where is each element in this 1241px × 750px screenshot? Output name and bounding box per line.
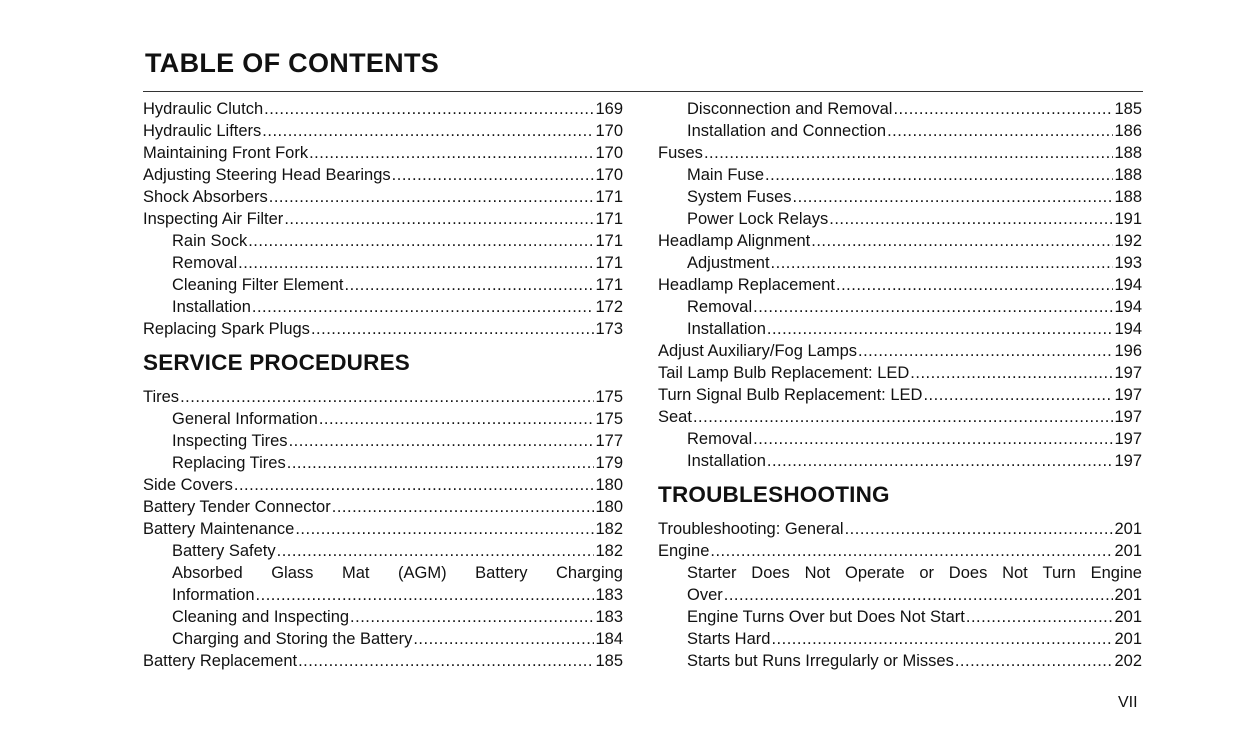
dot-leader: [248, 230, 594, 252]
dot-leader: [345, 274, 595, 296]
dot-leader: [710, 540, 1113, 562]
toc-entry-page: 179: [595, 454, 623, 472]
dot-leader: [923, 384, 1113, 406]
toc-entry[interactable]: [143, 120, 623, 142]
toc-entry-page: 170: [595, 144, 623, 162]
toc-entry-page: 177: [595, 432, 623, 450]
toc-entry-label: Inspecting Tires: [172, 432, 288, 450]
toc-entry-label: Charging and Storing the Battery: [172, 630, 413, 648]
right-column: [658, 98, 1142, 672]
dot-leader: [269, 186, 595, 208]
dot-leader: [704, 142, 1114, 164]
toc-entry[interactable]: [658, 340, 1142, 362]
toc-entry-page: 197: [1114, 452, 1142, 470]
right-entries-group-3: [658, 584, 1142, 672]
toc-entry-word: or: [919, 564, 935, 582]
left-entries-group-1: [143, 98, 623, 340]
toc-entry-word: (AGM): [398, 564, 447, 582]
section-heading-service-procedures: SERVICE PROCEDURES: [143, 350, 410, 375]
toc-entry-page: 171: [595, 276, 623, 294]
toc-entry[interactable]: [143, 252, 623, 274]
toc-entry[interactable]: [143, 474, 623, 496]
dot-leader: [350, 606, 594, 628]
dot-leader: [252, 296, 595, 318]
toc-entry[interactable]: [658, 186, 1142, 208]
toc-entry[interactable]: [143, 230, 623, 252]
toc-entry-label: Adjustment: [687, 254, 770, 272]
left-entries-group-2: [143, 386, 623, 562]
toc-entry-page: 185: [595, 652, 623, 670]
toc-entry-label: Replacing Tires: [172, 454, 286, 472]
dot-leader: [256, 584, 595, 606]
toc-entry[interactable]: [658, 120, 1142, 142]
toc-entry[interactable]: [658, 274, 1142, 296]
toc-entry[interactable]: [143, 318, 623, 340]
toc-entry-label: Turn Signal Bulb Replacement: LED: [658, 386, 923, 404]
toc-entry-word: Turn: [1042, 564, 1076, 582]
toc-entry-label: Starts but Runs Irregularly or Misses: [687, 652, 954, 670]
toc-entry-label: Removal: [687, 430, 753, 448]
dot-leader: [264, 98, 594, 120]
dot-leader: [298, 650, 594, 672]
toc-entry-page: 191: [1114, 210, 1142, 228]
toc-entry-word: Engine: [1090, 564, 1142, 582]
toc-entry-page: 183: [595, 586, 623, 604]
toc-entry-label: Hydraulic Lifters: [143, 122, 262, 140]
toc-entry-word: Not: [1002, 564, 1028, 582]
toc-entry-label: Fuses: [658, 144, 703, 162]
dot-leader: [234, 474, 595, 496]
toc-entry-page: 169: [595, 100, 623, 118]
toc-entry-label: Seat: [658, 408, 692, 426]
dot-leader: [392, 164, 595, 186]
right-entries-group-2: [658, 518, 1142, 562]
toc-entry[interactable]: [143, 540, 623, 562]
toc-entry-label: Engine Turns Over but Does Not Start: [687, 608, 965, 626]
dot-leader: [767, 450, 1114, 472]
toc-entry-label: Battery Tender Connector: [143, 498, 331, 516]
toc-entry-word: Not: [804, 564, 831, 582]
toc-entry-word: Starter: [687, 564, 737, 582]
toc-entry[interactable]: [143, 142, 623, 164]
dot-leader: [693, 406, 1114, 428]
dot-leader: [332, 496, 595, 518]
toc-entry-page: 173: [595, 320, 623, 338]
toc-entry-label: Replacing Spark Plugs: [143, 320, 310, 338]
toc-entry-page: 186: [1114, 122, 1142, 140]
toc-entry-page: 197: [1114, 430, 1142, 448]
dot-leader: [413, 628, 594, 650]
dot-leader: [287, 452, 595, 474]
toc-entry[interactable]: [658, 450, 1142, 472]
toc-entry-label: Headlamp Alignment: [658, 232, 811, 250]
toc-entry[interactable]: [658, 428, 1142, 450]
toc-entry-page: 170: [595, 122, 623, 140]
toc-entry-page: 201: [1114, 520, 1142, 538]
toc-entry-word: Operate: [845, 564, 905, 582]
toc-entry-page: 194: [1114, 320, 1142, 338]
toc-entry-label: Installation: [687, 320, 766, 338]
dot-leader: [311, 318, 595, 340]
toc-entry[interactable]: [143, 296, 623, 318]
toc-entry-page: 170: [595, 166, 623, 184]
toc-entry[interactable]: [143, 584, 623, 606]
toc-entry-word: Absorbed: [172, 564, 243, 582]
title-rule: [143, 91, 1143, 92]
toc-entry-label: Tires: [143, 388, 180, 406]
toc-entry-label: Starts Hard: [687, 630, 771, 648]
toc-entry-label: Installation and Connection: [687, 122, 887, 140]
toc-entry-page: 192: [1114, 232, 1142, 250]
toc-entry-page: 175: [595, 410, 623, 428]
toc-entry-label: General Information: [172, 410, 318, 428]
toc-entry-label: Shock Absorbers: [143, 188, 268, 206]
dot-leader: [753, 428, 1113, 450]
toc-entry-page: 172: [595, 298, 623, 316]
toc-entry-page: 185: [1114, 100, 1142, 118]
toc-entry-label: Maintaining Front Fork: [143, 144, 309, 162]
toc-entry-page: 171: [595, 232, 623, 250]
toc-entry[interactable]: [143, 496, 623, 518]
toc-entry-label: Inspecting Air Filter: [143, 210, 284, 228]
toc-entry-label: Headlamp Replacement: [658, 276, 836, 294]
toc-entry[interactable]: [658, 362, 1142, 384]
dot-leader: [238, 252, 594, 274]
section-heading-troubleshooting: TROUBLESHOOTING: [658, 482, 890, 507]
toc-entry[interactable]: [658, 650, 1142, 672]
toc-entry-word: Does: [751, 564, 790, 582]
toc-entry[interactable]: [658, 98, 1142, 120]
toc-entry-page: 201: [1114, 542, 1142, 560]
dot-leader: [966, 606, 1114, 628]
toc-entry-label: Cleaning and Inspecting: [172, 608, 350, 626]
toc-entry[interactable]: [143, 628, 623, 650]
toc-entry[interactable]: [658, 606, 1142, 628]
toc-entry-word: Glass: [271, 564, 314, 582]
dot-leader: [887, 120, 1113, 142]
toc-entry-page: 171: [595, 254, 623, 272]
toc-entry-page: 201: [1114, 586, 1142, 604]
toc-entry-page: 194: [1114, 276, 1142, 294]
toc-entry-label: Rain Sock: [172, 232, 248, 250]
left-column: [143, 98, 623, 672]
toc-entry-page: 194: [1114, 298, 1142, 316]
toc-entry-label: Removal: [687, 298, 753, 316]
toc-entry-label: Main Fuse: [687, 166, 765, 184]
dot-leader: [829, 208, 1113, 230]
toc-entry-page: 188: [1114, 188, 1142, 206]
toc-entry-page: 175: [595, 388, 623, 406]
toc-entry-label: Battery Maintenance: [143, 520, 295, 538]
toc-entry-page: 201: [1114, 630, 1142, 648]
toc-entry[interactable]: [658, 540, 1142, 562]
dot-leader: [309, 142, 594, 164]
toc-entry-label: Engine: [658, 542, 710, 560]
dot-leader: [955, 650, 1114, 672]
toc-entry-page: 183: [595, 608, 623, 626]
toc-entry[interactable]: [658, 296, 1142, 318]
toc-entry-label: System Fuses: [687, 188, 792, 206]
toc-entry-wrapped-line[interactable]: [658, 562, 1142, 584]
toc-entry-page: 188: [1114, 166, 1142, 184]
toc-entry[interactable]: [143, 98, 623, 120]
toc-entry-page: 182: [595, 520, 623, 538]
toc-entry-page: 184: [595, 630, 623, 648]
dot-leader: [262, 120, 594, 142]
toc-entry[interactable]: [143, 164, 623, 186]
toc-entry-page: 180: [595, 476, 623, 494]
toc-entry-page: 197: [1114, 386, 1142, 404]
page-title: TABLE OF CONTENTS: [145, 48, 440, 78]
dot-leader: [295, 518, 594, 540]
toc-entry-label: Battery Replacement: [143, 652, 298, 670]
toc-entry[interactable]: [658, 252, 1142, 274]
toc-entry-word: Battery: [475, 564, 528, 582]
toc-entry[interactable]: [143, 186, 623, 208]
toc-entry-page: 171: [595, 210, 623, 228]
dot-leader: [811, 230, 1113, 252]
toc-entry-label: Information: [172, 586, 255, 604]
toc-entry-label: Hydraulic Clutch: [143, 100, 264, 118]
toc-entry-word: Mat: [341, 564, 370, 582]
toc-entry[interactable]: [143, 452, 623, 474]
toc-entry[interactable]: [143, 606, 623, 628]
toc-entry[interactable]: [658, 406, 1142, 428]
toc-entry-label: Disconnection and Removal: [687, 100, 893, 118]
toc-entry-page: 202: [1114, 652, 1142, 670]
dot-leader: [319, 408, 595, 430]
toc-entry[interactable]: [143, 650, 623, 672]
toc-entry-label: Power Lock Relays: [687, 210, 829, 228]
toc-entry[interactable]: [143, 430, 623, 452]
toc-entry[interactable]: [658, 384, 1142, 406]
right-entries-group-1: [658, 98, 1142, 472]
dot-leader: [753, 296, 1113, 318]
toc-entry-label: Troubleshooting: General: [658, 520, 844, 538]
toc-entry[interactable]: [143, 208, 623, 230]
dot-leader: [836, 274, 1113, 296]
page-number: VII: [1118, 694, 1138, 711]
toc-entry[interactable]: [143, 518, 623, 540]
toc-entry-label: Side Covers: [143, 476, 233, 494]
toc-entry[interactable]: [658, 164, 1142, 186]
toc-entry[interactable]: [658, 230, 1142, 252]
toc-entry-page: 180: [595, 498, 623, 516]
toc-entry-label: Adjusting Steering Head Bearings: [143, 166, 391, 184]
toc-entry[interactable]: [658, 584, 1142, 606]
toc-entry-page: 182: [595, 542, 623, 560]
toc-entry[interactable]: [658, 518, 1142, 540]
dot-leader: [858, 340, 1113, 362]
dot-leader: [767, 318, 1114, 340]
toc-entry-wrapped-line[interactable]: [143, 562, 623, 584]
dot-leader: [793, 186, 1114, 208]
left-entries-group-3: [143, 584, 623, 672]
toc-entry-label: Removal: [172, 254, 238, 272]
dot-leader: [277, 540, 595, 562]
toc-entry[interactable]: [658, 142, 1142, 164]
toc-entry-label: Installation: [172, 298, 251, 316]
toc-entry-word: Does: [948, 564, 988, 582]
toc-entry-word: Charging: [556, 564, 623, 582]
toc-entry-page: 193: [1114, 254, 1142, 272]
toc-entry[interactable]: [658, 318, 1142, 340]
toc-entry-page: 197: [1114, 364, 1142, 382]
toc-entry-page: 201: [1114, 608, 1142, 626]
dot-leader: [724, 584, 1114, 606]
toc-entry-label: Battery Safety: [172, 542, 276, 560]
toc-entry[interactable]: [658, 628, 1142, 650]
dot-leader: [910, 362, 1113, 384]
dot-leader: [771, 252, 1114, 274]
toc-entry[interactable]: [143, 408, 623, 430]
dot-leader: [180, 386, 594, 408]
toc-entry-label: Cleaning Filter Element: [172, 276, 344, 294]
dot-leader: [845, 518, 1114, 540]
dot-leader: [284, 208, 594, 230]
dot-leader: [771, 628, 1113, 650]
toc-entry-page: 171: [595, 188, 623, 206]
toc-entry-label: Adjust Auxiliary/Fog Lamps: [658, 342, 858, 360]
toc-entry[interactable]: [658, 208, 1142, 230]
toc-entry-label: Over: [687, 586, 723, 604]
toc-entry[interactable]: [143, 386, 623, 408]
toc-entry-page: 196: [1114, 342, 1142, 360]
toc-entry-label: Installation: [687, 452, 766, 470]
toc-entry-label: Tail Lamp Bulb Replacement: LED: [658, 364, 910, 382]
toc-entry[interactable]: [143, 274, 623, 296]
dot-leader: [893, 98, 1113, 120]
dot-leader: [289, 430, 595, 452]
dot-leader: [765, 164, 1113, 186]
toc-entry-page: 188: [1114, 144, 1142, 162]
toc-entry-page: 197: [1114, 408, 1142, 426]
